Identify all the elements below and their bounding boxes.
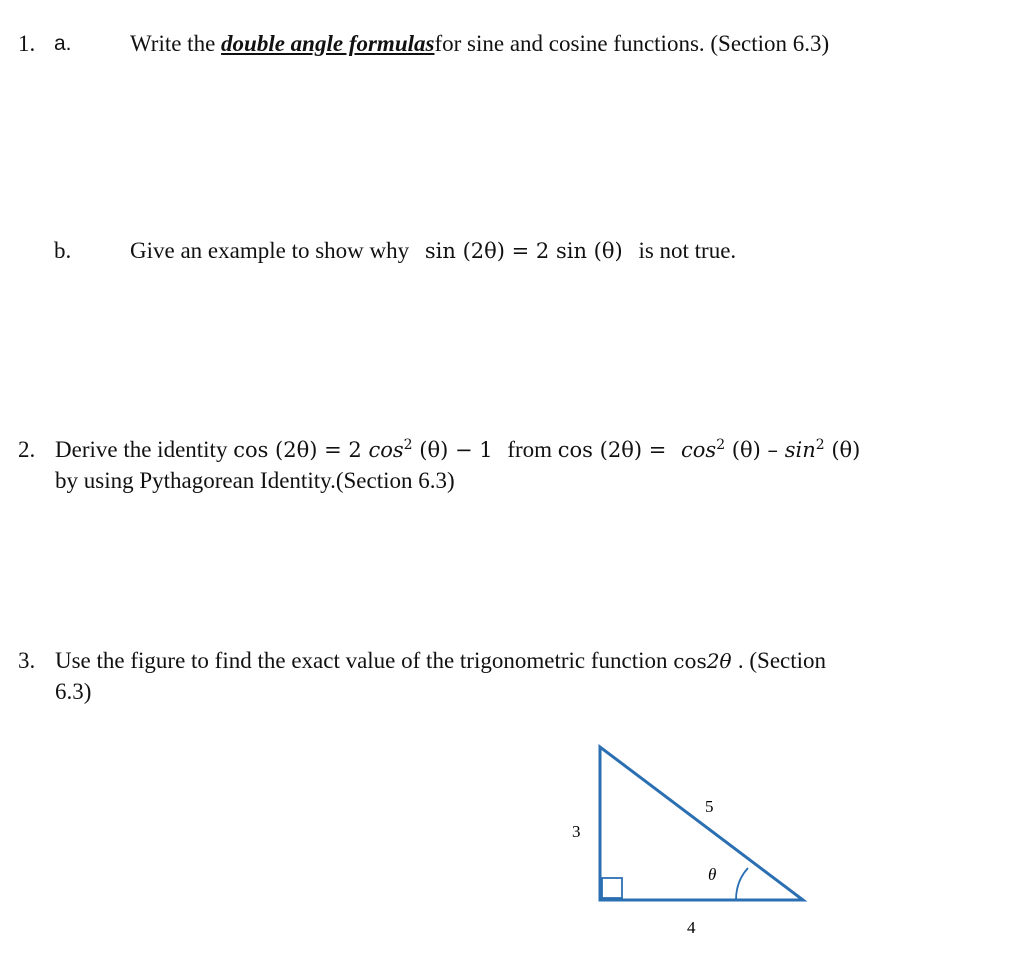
q2-eq1-left: cos (2θ) = <box>233 438 342 462</box>
q2-from: from <box>507 437 553 462</box>
q1a-text-after: for sine and cosine functions. (Section 6.3) <box>434 31 830 56</box>
q2-eq2-mid: (θ) – <box>731 438 779 462</box>
q1b-text-after: is not true. <box>638 238 737 263</box>
q3-suffix: . (Section <box>737 648 827 673</box>
q2-eq2-func2: sin <box>784 438 816 462</box>
q2-number: 2. <box>18 437 36 462</box>
q1a-text <box>130 30 829 58</box>
q2-eq2-func1: cos <box>681 438 717 462</box>
triangle-outline <box>600 747 803 900</box>
triangle-shape <box>600 747 803 900</box>
q2-line2: by using Pythagorean Identity.(Section 6.3) <box>55 468 455 493</box>
angle-arc <box>736 868 748 900</box>
q3-function <box>673 649 738 673</box>
triangle-figure <box>560 735 820 955</box>
q1-number: 1. <box>18 31 36 56</box>
q1a-text-before: Write the <box>130 31 216 56</box>
q1b-text <box>130 237 736 265</box>
label-side-hypotenuse: 5 <box>705 797 714 816</box>
q2-identity-source <box>558 438 861 462</box>
q2-identity-target <box>233 438 499 462</box>
q1a-emphasis: double angle formulas <box>221 31 435 56</box>
right-angle-marker <box>602 878 622 898</box>
q3-line2: 6.3) <box>55 679 92 704</box>
label-side-horizontal: 4 <box>687 918 696 937</box>
q1b-text-before: Give an example to show why <box>130 238 410 263</box>
q3-func: cos <box>673 649 707 673</box>
q2-eq2-exp1: 2 <box>716 437 726 453</box>
q3-prefix: Use the figure to find the exact value of the trigonometric function <box>55 648 668 673</box>
q2-eq1-coef: 2 <box>348 438 362 462</box>
label-angle-theta: θ <box>708 865 717 884</box>
q2-eq2-end: (θ) <box>831 438 861 462</box>
q1b-equation: sin (2θ) = 2 sin (θ) <box>424 239 623 263</box>
q1b-letter: b. <box>54 238 72 263</box>
q3-number: 3. <box>18 648 36 673</box>
q2-eq2-exp2: 2 <box>815 437 825 453</box>
q3-line1 <box>55 647 826 675</box>
q2-eq2-left: cos (2θ) = <box>557 438 667 462</box>
q1a-letter: a. <box>54 32 72 55</box>
q3-arg: 2θ <box>706 649 732 673</box>
q2-eq1-func: cos <box>368 438 404 462</box>
q2-prefix: Derive the identity <box>55 437 228 462</box>
label-side-vertical: 3 <box>572 822 581 841</box>
q2-eq1-rest: (θ) − 1 <box>419 438 493 462</box>
q2-eq1-exp: 2 <box>403 437 413 453</box>
q2-line1 <box>55 436 860 464</box>
